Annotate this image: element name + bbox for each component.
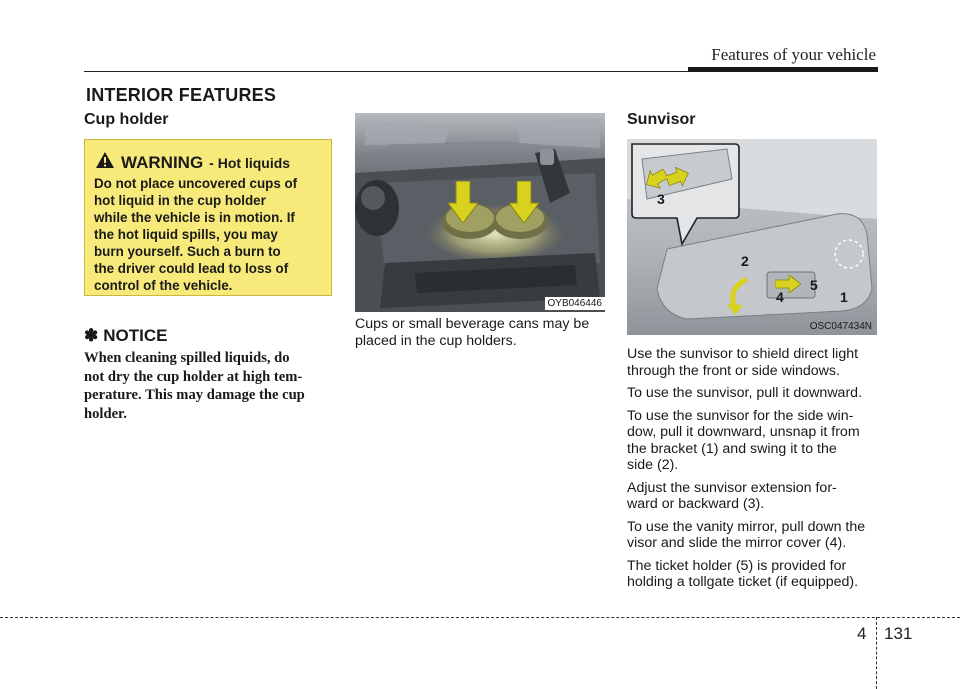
image-code: OYB046446 [545,297,606,310]
paragraph-line: To use the vanity mirror, pull down the [627,518,866,535]
paragraph-line: visor and slide the mirror cover (4). [627,535,847,551]
warning-box [84,139,332,296]
paragraph-line: side (2). [627,457,679,473]
notice-body [84,349,334,423]
warning-line: burn yourself. Such a burn to [94,244,281,259]
paragraph-line: through the front or side windows. [627,362,840,379]
warning-line: control of the vehicle. [94,278,233,293]
callout-1: 1 [840,289,848,305]
warning-line: the driver could lead to loss of [94,261,289,276]
warning-triangle-icon [95,151,115,174]
notice-title [84,326,167,346]
notice-line: not dry the cup holder at high tem- [84,368,303,385]
page-number: 131 [884,624,913,643]
warning-line: Do not place uncovered cups of [94,176,298,191]
warning-line: while the vehicle is in motion. If [94,210,295,225]
running-head: Features of your vehicle [711,45,876,64]
callout-5: 5 [810,277,818,293]
sunvisor-body [627,346,877,591]
sunvisor-paragraph [627,408,877,474]
chapter-number: 4 [857,624,867,643]
description-line: Cups or small beverage cans may be [355,316,590,332]
section-heading: INTERIOR FEATURES [86,85,277,105]
paragraph-line: The ticket holder (5) is provided for [627,557,847,574]
notice-word: NOTICE [103,326,168,345]
paragraph-line: ward or backward (3). [627,496,765,512]
sunvisor-paragraph [627,346,877,379]
paragraph-line: dow, pull it downward, unsnap it from [627,424,860,440]
sunvisor-photo [627,139,877,335]
warning-line: the hot liquid spills, you may [94,227,278,242]
sunvisor-paragraph [627,480,877,513]
description-line: placed in the cup holders. [355,332,517,349]
notice-symbol-icon: ✽ [84,326,99,345]
paragraph-line: Adjust the sunvisor extension for- [627,479,837,496]
paragraph-line: To use the sunvisor for the side win- [627,407,854,424]
warning-line: hot liquid in the cup holder [94,193,266,208]
notice-line: perature. This may damage the cup [84,387,305,403]
callout-2: 2 [741,253,749,269]
callout-4: 4 [776,289,784,305]
paragraph-line: Use the sunvisor to shield direct light [627,346,859,362]
sunvisor-paragraph [627,558,877,591]
footer-rule [0,617,960,618]
page-divider [876,617,877,689]
cup-holder-title: Cup holder [84,111,169,128]
sunvisor-title: Sunvisor [627,111,696,128]
warning-subtitle: - Hot liquids [209,154,291,171]
image-code: OSC047434N [809,321,872,332]
cup-holder-photo [355,113,605,312]
warning-word: WARNING [121,152,204,172]
right-arrow-icon [667,167,689,192]
callout-3: 3 [657,191,665,207]
warning-title [95,151,290,174]
sunvisor-paragraph [627,385,877,402]
paragraph-line: holding a tollgate ticket (if equipped). [627,574,859,590]
notice-line: holder. [84,405,127,422]
paragraph-line: the bracket (1) and swing it to the [627,440,837,457]
down-arrow-icon [448,181,478,228]
warning-body [94,175,323,294]
paragraph-line: To use the sunvisor, pull it downward. [627,385,863,401]
sunvisor-paragraph [627,519,877,552]
notice-line: When cleaning spilled liquids, do [84,350,290,366]
header-rule-accent [688,67,878,72]
cup-holder-description [355,316,607,349]
down-arrow-icon [509,181,539,228]
